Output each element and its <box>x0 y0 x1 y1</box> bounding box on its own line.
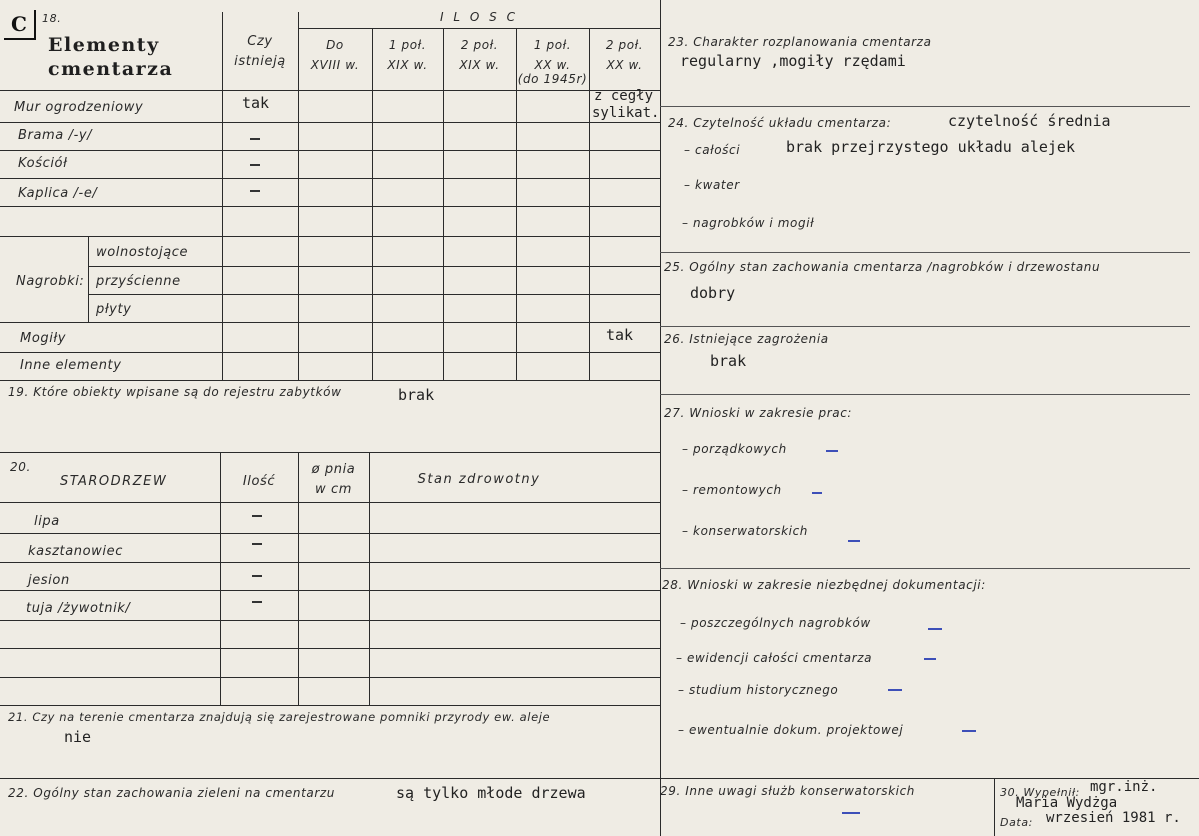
row-line <box>0 533 660 534</box>
ilosc-underline <box>298 28 660 29</box>
blue-dash <box>888 689 902 691</box>
q23-bottom <box>660 106 1190 107</box>
q29-label: 29. Inne uwagi służb konserwatorskich <box>660 784 915 798</box>
period-1b: XVIII w. <box>310 58 360 72</box>
period-3a: 2 poł. <box>460 38 499 52</box>
blue-dash <box>842 812 860 814</box>
row-line <box>0 705 660 706</box>
row-line <box>0 206 660 207</box>
row-line <box>0 502 660 503</box>
table-bottom <box>0 380 660 381</box>
dash-mark <box>250 190 260 192</box>
czy-header-1: Czy <box>247 34 273 49</box>
q28-item-2: – ewidencji całości cmentarza <box>676 651 873 665</box>
q25-bottom <box>660 326 1190 327</box>
dash-mark <box>252 515 262 517</box>
nagrobki-przyscienne: przyścienne <box>96 274 181 289</box>
row-line <box>0 322 660 323</box>
col-line <box>589 28 590 380</box>
period-2a: 1 poł. <box>388 38 427 52</box>
col-line <box>443 28 444 380</box>
q21-label: 21. Czy na terenie cmentarza znajdują się zarejestrowane pomniki przyrody ew. aleje <box>8 710 551 724</box>
q24-bottom <box>660 252 1190 253</box>
section-number: 18. <box>42 12 62 25</box>
period-2b: XIX w. <box>387 58 428 72</box>
ilosc-header: I L O S C <box>440 10 518 24</box>
tree-tuja: tuja /żywotnik/ <box>26 601 131 616</box>
tree-lipa: lipa <box>34 514 60 529</box>
q24-calosci: – całości <box>684 143 741 157</box>
card-letter: C <box>4 10 36 40</box>
header-bottom <box>0 90 660 91</box>
row-inne: Inne elementy <box>20 358 122 373</box>
q27-item-1: – porządkowych <box>682 442 787 456</box>
nagrobki-plyty: płyty <box>96 302 132 317</box>
q30-label: 30. Wypełnił: <box>1000 786 1080 799</box>
blue-dash <box>812 492 822 494</box>
answer-mur-istnieje: tak <box>242 94 270 112</box>
row-line <box>88 266 660 267</box>
blue-dash <box>826 450 838 452</box>
pnia-label-1: ø pnia <box>311 462 356 477</box>
col-line <box>369 452 370 705</box>
period-1a: Do <box>326 38 344 52</box>
stan-label: Stan zdrowotny <box>417 472 541 487</box>
row-line <box>0 352 660 353</box>
row-line <box>0 150 660 151</box>
title-line2: cmentarza <box>48 58 174 80</box>
dash-mark <box>252 575 262 577</box>
period-4c: (do 1945r) <box>517 72 588 86</box>
q27-bottom <box>660 568 1190 569</box>
q21-bottom <box>0 778 660 779</box>
q25-answer: dobry <box>690 284 736 302</box>
col-line <box>220 452 221 705</box>
q30-date-label: Data: <box>1000 816 1033 829</box>
q23-label: 23. Charakter rozplanowania cmentarza <box>668 35 932 49</box>
row-mur: Mur ogrodzeniowy <box>14 100 144 115</box>
blue-dash <box>924 658 936 660</box>
dash-mark <box>252 601 262 603</box>
q24-label: 24. Czytelność układu cmentarza: <box>668 116 892 130</box>
starodrzew-header: STARODRZEW <box>60 474 168 489</box>
row-line <box>0 648 660 649</box>
row-line <box>0 562 660 563</box>
q19-label: 19. Które obiekty wpisane są do rejestru zabytków <box>8 385 342 399</box>
q19-bottom <box>0 452 660 453</box>
q27-item-3: – konserwatorskich <box>682 524 808 538</box>
row-line <box>0 122 660 123</box>
row-mogily: Mogiły <box>20 331 67 346</box>
q21-answer: nie <box>64 728 92 746</box>
period-5a: 2 poł. <box>605 38 644 52</box>
col-line <box>372 28 373 380</box>
dash-mark <box>250 138 260 140</box>
q24-answer: czytelność średnia <box>948 112 1111 130</box>
nagrobki-wolnostojace: wolnostojące <box>96 245 189 260</box>
tree-kasztanowiec: kasztanowiec <box>28 544 123 559</box>
center-divider <box>660 0 661 836</box>
q27-item-2: – remontowych <box>682 483 782 497</box>
row-kaplica: Kaplica /-e/ <box>18 186 98 201</box>
answer-mogily: tak <box>606 326 634 344</box>
q24-calosci-answer: brak przejrzystego układu alejek <box>786 138 1075 156</box>
dash-mark <box>250 164 260 166</box>
period-4a: 1 poł. <box>533 38 572 52</box>
q28-label: 28. Wnioski w zakresie niezbędnej dokumentacji: <box>662 578 986 592</box>
q20-number: 20. <box>10 460 31 474</box>
row-kosciol: Kościół <box>18 156 68 171</box>
q23-answer: regularny ,mogiły rzędami <box>680 52 906 70</box>
q28-item-4: – ewentualnie dokum. projektowej <box>678 723 904 737</box>
nagrobki-label: Nagrobki: <box>16 274 85 289</box>
q27-label: 27. Wnioski w zakresie prac: <box>664 406 853 420</box>
q25-label: 25. Ogólny stan zachowania cmentarza /nagrobków i drzewostanu <box>664 260 1101 274</box>
answer-mur-material-1: z cegły <box>594 88 654 104</box>
row-line <box>0 178 660 179</box>
q26-bottom <box>660 394 1190 395</box>
blue-dash <box>962 730 976 732</box>
period-3b: XIX w. <box>459 58 500 72</box>
q30-date: wrzesień 1981 r. <box>1046 810 1181 826</box>
q30-title: mgr.inż. <box>1090 779 1158 795</box>
row-line <box>88 294 660 295</box>
q22-label: 22. Ogólny stan zachowania zieleni na cmentarzu <box>8 786 335 800</box>
row-line <box>0 677 660 678</box>
q24-nagrobkow: – nagrobków i mogił <box>682 216 815 230</box>
blue-dash <box>848 540 860 542</box>
q29-q30-divider <box>994 778 995 836</box>
row-line <box>0 236 660 237</box>
pnia-label-2: w cm <box>315 482 352 497</box>
row-brama: Brama /-y/ <box>18 128 93 143</box>
blue-dash <box>928 628 942 630</box>
row-line <box>0 620 660 621</box>
q24-kwater: – kwater <box>684 178 740 192</box>
q22-answer: są tylko młode drzewa <box>396 784 586 802</box>
row-line <box>0 590 660 591</box>
czy-header-2: istnieją <box>234 54 286 69</box>
dash-mark <box>252 543 262 545</box>
title-line1: Elementy <box>48 34 160 56</box>
q30-name: Maria Wydżga <box>1016 795 1118 811</box>
tree-jesion: jesion <box>28 573 70 588</box>
q26-label: 26. Istniejące zagrożenia <box>664 332 829 346</box>
period-5b: XX w. <box>606 58 643 72</box>
q26-answer: brak <box>710 352 747 370</box>
ilosc-label: Ilość <box>242 474 276 489</box>
q28-item-1: – poszczególnych nagrobków <box>680 616 871 630</box>
q19-answer: brak <box>398 386 435 404</box>
nagrobki-divider <box>88 236 89 322</box>
q28-item-3: – studium historycznego <box>678 683 839 697</box>
answer-mur-material-2: sylikat. <box>592 105 660 121</box>
period-4b: XX w. <box>534 58 571 72</box>
